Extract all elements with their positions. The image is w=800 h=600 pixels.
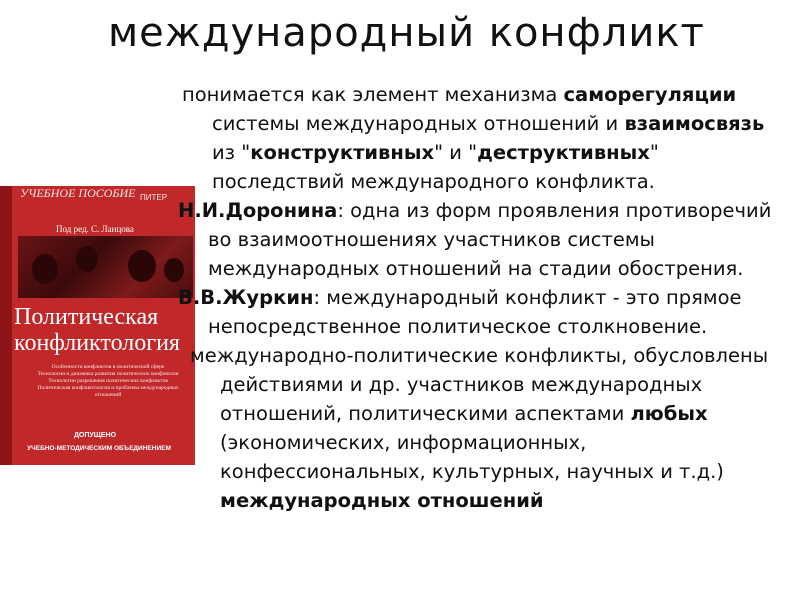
book-editor: Под ред. С. Ланцова	[56, 224, 134, 234]
doronina-definition: Н.И.Доронина: одна из форм проявления противоречий во взаимоотношениях участников системы международных отношений на стадии обострения.	[178, 199, 772, 280]
page-title: международный конфликт	[108, 10, 705, 56]
book-spine	[0, 186, 12, 465]
book-title: Политическая конфликтология	[14, 304, 180, 356]
book-publisher-logo: ПИТЕР	[140, 193, 168, 202]
book-contents-list: Особенности конфликтов в политической сфере Технологии и динамика развития политических конфликтов Технологии разрешения политических конфликтов Политическая конфликтология и проблемы международных отношений	[37, 364, 179, 398]
book-approved-label: УЧЕБНО-МЕТОДИЧЕСКИМ ОБЪЕДИНЕНИЕМ	[27, 445, 171, 452]
book-series-label: УЧЕБНОЕ ПОСОБИЕ	[20, 186, 136, 200]
book-cover-image	[0, 186, 195, 465]
book-cover-photo	[18, 236, 193, 298]
definition-paragraph: понимается как элемент механизма саморегуляции системы международных отношений и взаимосвязь из "конструктивных" и "деструктивных" последствий международного конфликта.	[182, 83, 765, 193]
definitions-list	[178, 80, 792, 515]
zhurkin-definition: В.В.Журкин: международный конфликт - это прямое непосредственное политическое столкновение.	[178, 286, 742, 338]
book-stamp: ДОПУЩЕНО	[73, 432, 117, 439]
conflicts-definition: международно-политические конфликты, обусловлены действиями и др. участников международных отношений, политическими аспектами любых (экономических, информационных, конфессиональных, культурных, научных и т.д.) международных отношений	[190, 344, 769, 512]
